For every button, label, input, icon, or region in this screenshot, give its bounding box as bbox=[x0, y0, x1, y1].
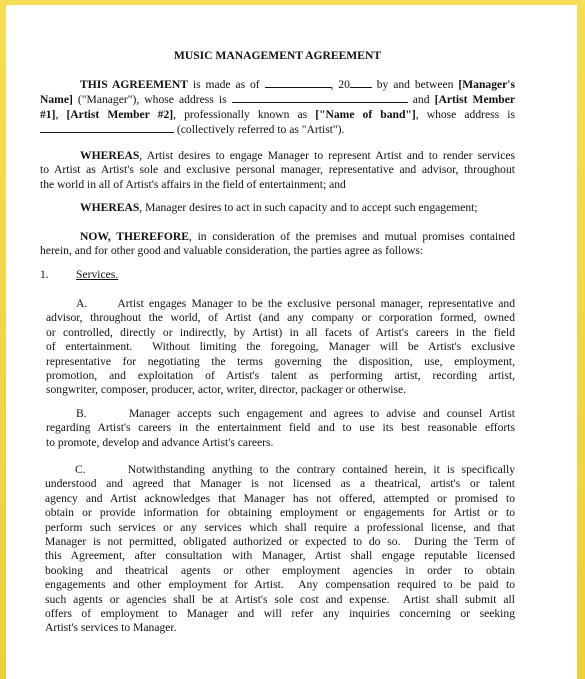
intro-text: is made as of bbox=[187, 78, 265, 91]
clause-line: advisor, throughout the world, of Artist (and any company or corporation formed, owned bbox=[46, 311, 515, 325]
clause-line: offers of employment to Manager and will refer any inquiries concerning or seeking bbox=[45, 607, 515, 621]
clause-b bbox=[46, 407, 515, 450]
clause-line: Manager is not permitted, obligated authorized or expected to do so. During the Term of bbox=[45, 535, 515, 549]
artist-address-blank[interactable] bbox=[40, 122, 174, 133]
clause-line: representative for negotiating the terms governing the disposition, use, employment, bbox=[46, 354, 515, 368]
clause-line: this Agreement, after consultation with Manager, Artist shall engage reputable licensed bbox=[45, 549, 515, 563]
clause-line: C. Notwithstanding anything to the contrary contained herein, it is specifically bbox=[75, 463, 515, 476]
clause-line: understood and agreed that Manager is not licensed as a theatrical, artist's or talent bbox=[45, 477, 515, 491]
clause-line: perform such services or any services which shall require a professional license, and that bbox=[45, 520, 515, 534]
paragraph-text: to Artist as Artist's sole and exclusive personal manager, representative and advisor, throughout bbox=[40, 163, 515, 177]
clause-line: regarding Artist's careers in the entertainment field and to use its best reasonable efforts bbox=[46, 421, 515, 435]
paragraph-text: , Artist desires to engage Manager to represent Artist and to render services bbox=[139, 149, 515, 162]
intro-paragraph bbox=[40, 77, 515, 138]
clause-line: booking and theatrical agents or other employment agencies in order to obtain bbox=[45, 563, 515, 577]
intro-text: and bbox=[407, 93, 435, 107]
clause-line: such agents or agencies shall be at Artist's sole cost and expense. Artist shall submit all bbox=[45, 592, 515, 606]
document-page bbox=[6, 5, 577, 679]
artist-member-2-placeholder: [Artist Member #2] bbox=[66, 107, 174, 121]
whereas-paragraph-2 bbox=[40, 201, 515, 215]
manager-address-blank[interactable] bbox=[232, 92, 408, 103]
clause-line: engagements and other employment for Artist. Any compensation required to be paid to bbox=[45, 578, 515, 592]
paragraph-text: the world in all of Artist's affairs in the field of entertainment; and bbox=[40, 177, 346, 191]
manager-name-placeholder: [Manager's bbox=[458, 78, 515, 91]
year-blank[interactable] bbox=[350, 77, 372, 88]
clause-line: or controlled, directly or indirectly, by Artist) in all facets of Artist's careers in the field bbox=[46, 325, 515, 339]
manager-name-placeholder-end: Name] bbox=[40, 93, 73, 107]
intro-lead: THIS AGREEMENT bbox=[80, 78, 188, 91]
clause-line: songwriter, composer, producer, actor, writer, director, packager or otherwise. bbox=[46, 383, 407, 397]
section-title: Services. bbox=[76, 268, 119, 281]
clause-line: obtain or provide information for obtaining employment or engagements for Artist or to bbox=[45, 506, 515, 520]
artist-member-1-placeholder: [Artist Member bbox=[434, 93, 515, 107]
now-therefore-paragraph bbox=[40, 230, 515, 259]
band-name-placeholder: ["Name of band"] bbox=[315, 107, 416, 121]
clause-a bbox=[46, 297, 515, 398]
clause-line: B. Manager accepts such engagement and agrees to advise and counsel Artist bbox=[76, 407, 515, 420]
artist-member-1-placeholder-end: #1] bbox=[40, 107, 56, 121]
intro-text: , professionally known as bbox=[173, 107, 316, 121]
intro-text: , bbox=[55, 107, 67, 121]
whereas-paragraph-1 bbox=[40, 149, 515, 192]
paragraph-text: , Manager desires to act in such capacity and to accept such engagement; bbox=[139, 201, 478, 214]
intro-text: , 20 bbox=[330, 78, 350, 91]
clause-line: of entertainment. Without limiting the foregoing, Manager will be Artist's exclusive bbox=[46, 340, 515, 354]
document-title: MUSIC MANAGEMENT AGREEMENT bbox=[173, 49, 382, 62]
intro-text: by and between bbox=[371, 78, 459, 91]
clause-line: Artist's services to Manager. bbox=[45, 621, 177, 635]
paragraph-text: herein, and for other good and valuable consideration, the parties agree as follows: bbox=[40, 244, 424, 258]
now-therefore-lead: NOW, THEREFORE bbox=[80, 230, 190, 243]
clause-line: A. Artist engages Manager to be the exclusive personal manager, representative and bbox=[76, 297, 515, 310]
paragraph-text: , in consideration of the premises and mutual promises contained bbox=[189, 230, 515, 243]
intro-text: ("Manager"), whose address is bbox=[72, 93, 232, 107]
whereas-lead: WHEREAS bbox=[80, 201, 140, 214]
date-blank[interactable] bbox=[265, 77, 331, 88]
clause-c bbox=[45, 463, 515, 636]
clause-line: agency and Artist acknowledges that Manager has not offered, attempted or promised to bbox=[45, 491, 515, 505]
clause-line: promotion, and exploitation of Artist's talent as performing artist, recording artist, bbox=[46, 369, 515, 383]
clause-line: to promote, develop and advance Artist's careers. bbox=[46, 435, 274, 449]
whereas-lead: WHEREAS bbox=[80, 149, 140, 162]
intro-text: , whose address is bbox=[415, 107, 515, 121]
intro-text: (collectively referred to as "Artist"). bbox=[174, 123, 345, 137]
section-number: 1. bbox=[40, 268, 49, 281]
